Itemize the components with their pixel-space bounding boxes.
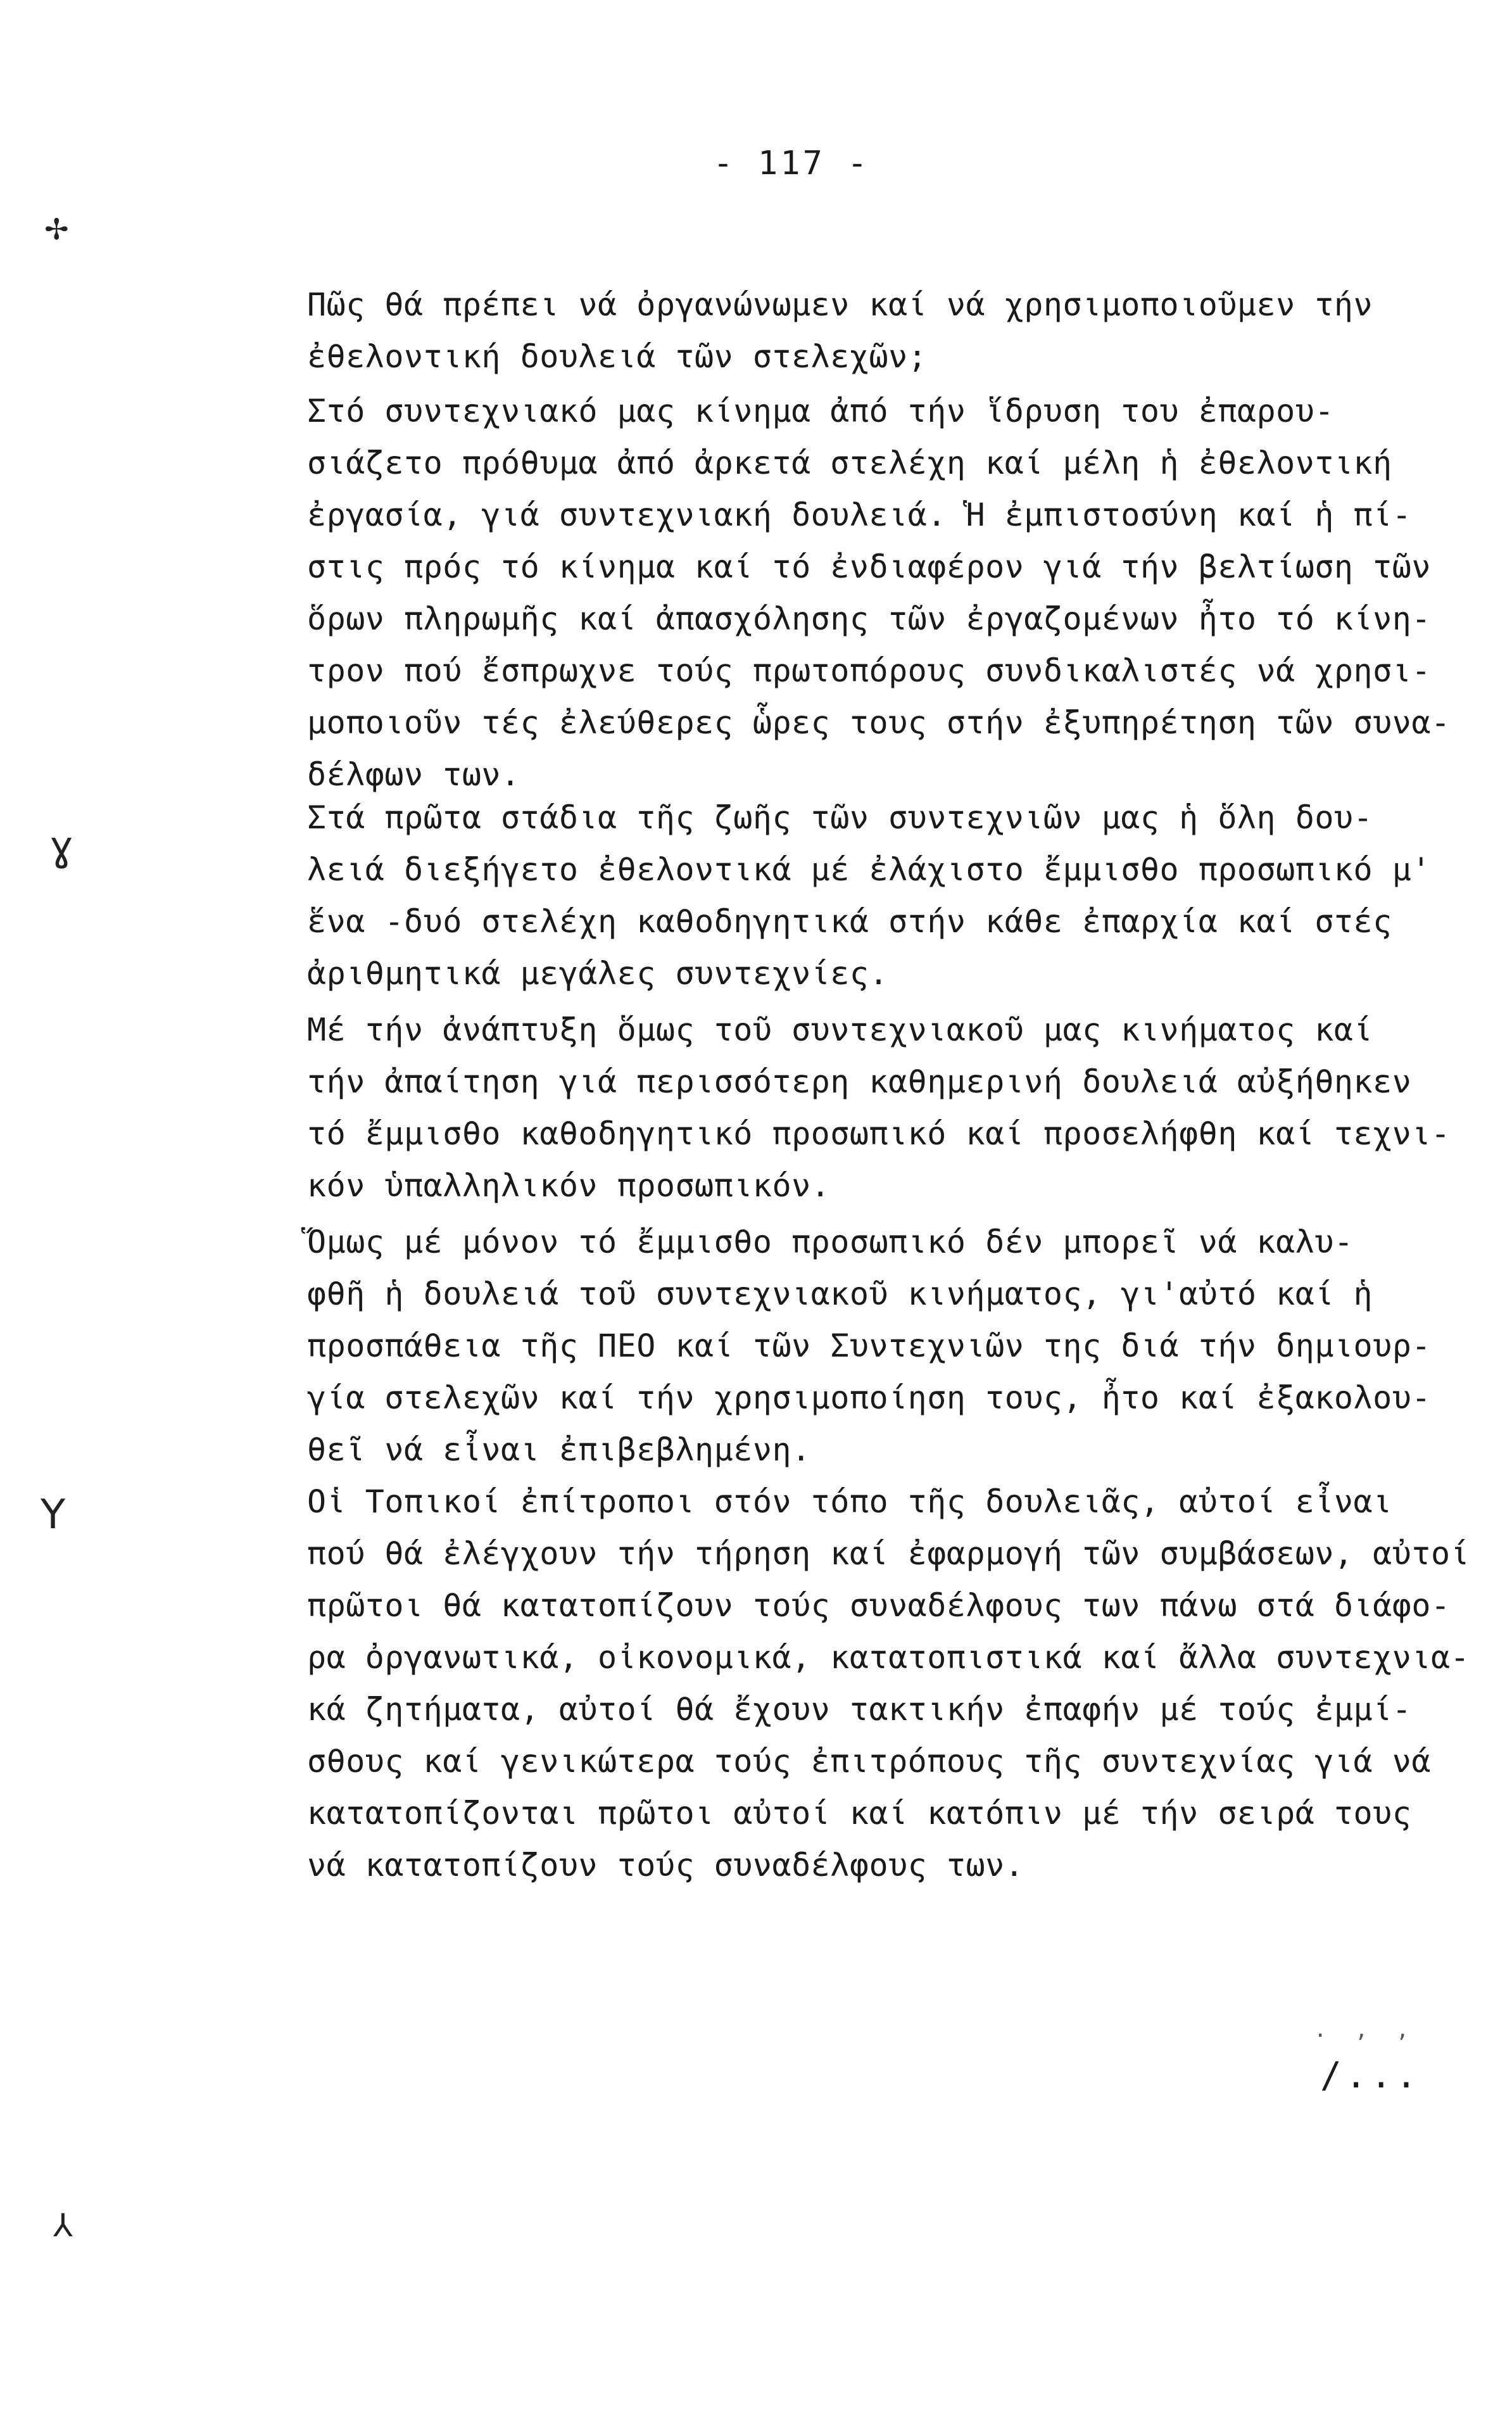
text-line: στις πρός τό κίνημα καί τό ἐνδιαφέρον γιά τήν βελτίωση τῶν xyxy=(307,548,1431,585)
text-line: Στά πρῶτα στάδια τῆς ζωῆς τῶν συντεχνιῶν μας ἡ ὅλη δου- xyxy=(307,799,1373,836)
text-line: ὅρων πληρωμῆς καί ἀπασχόλησης τῶν ἐργαζομένων ἦτο τό κίνη- xyxy=(307,600,1431,637)
text-line: Οἱ Τοπικοί ἐπίτροποι στόν τόπο τῆς δουλειᾶς, αὐτοί εἶναι xyxy=(307,1483,1392,1520)
text-line: ἐθελοντική δουλειά τῶν στελεχῶν; xyxy=(307,338,928,375)
paragraph xyxy=(307,279,1373,383)
text-line: ἀριθμητικά μεγάλες συντεχνίες. xyxy=(307,955,889,992)
text-line: σιάζετο πρόθυμα ἀπό ἀρκετά στελέχη καί μέλη ἡ ἐθελοντική xyxy=(307,445,1392,481)
text-line: τό ἔμμισθο καθοδηγητικό προσωπικό καί προσελήφθη καί τεχνι- xyxy=(307,1115,1451,1152)
text-line: γία στελεχῶν καί τήν χρησιμοποίηση τους, ἦτο καί ἐξακολου- xyxy=(307,1379,1431,1416)
text-line: ἐργασία, γιά συντεχνιακή δουλειά. Ἡ ἐμπιστοσύνη καί ἡ πί- xyxy=(307,497,1412,533)
margin-mark-icon: Y xyxy=(41,1491,66,1538)
margin-mark-icon: ⅄ xyxy=(53,2207,73,2244)
paragraph xyxy=(307,1476,1470,1891)
text-line: πού θά ἐλέγχουν τήν τήρηση καί ἐφαρμογή τῶν συμβάσεων, αὐτοί xyxy=(307,1535,1470,1572)
text-line: φθῆ ἡ δουλειά τοῦ συντεχνιακοῦ κινήματος, γι'αὐτό καί ἡ xyxy=(307,1276,1373,1312)
margin-mark-icon: ɣ xyxy=(49,823,74,870)
margin-mark-icon: ✢ xyxy=(44,212,69,246)
paragraph xyxy=(307,385,1451,801)
text-line: ρα ὀργανωτικά, οἰκονομικά, κατατοπιστικά καί ἄλλα συντεχνια- xyxy=(307,1639,1470,1676)
paragraph xyxy=(307,792,1431,999)
text-line: τήν ἀπαίτηση γιά περισσότερη καθημερινή δουλειά αὐξήθηκεν xyxy=(307,1063,1412,1100)
continuation-mark: /... xyxy=(1320,2055,1421,2096)
ink-specks: . , , xyxy=(1314,2017,1417,2042)
text-line: κόν ὑπαλληλικόν προσωπικόν. xyxy=(307,1167,831,1204)
text-line: ἕνα -δυό στελέχη καθοδηγητικά στήν κάθε ἐπαρχία καί στές xyxy=(307,903,1392,940)
text-line: λειά διεξήγετο ἐθελοντικά μέ ἐλάχιστο ἔμμισθο προσωπικό μ' xyxy=(307,851,1431,888)
text-line: μοποιοῦν τές ἐλεύθερες ὧρες τους στήν ἐξυπηρέτηση τῶν συνα- xyxy=(307,704,1451,741)
text-line: Μέ τήν ἀνάπτυξη ὅμως τοῦ συντεχνιακοῦ μας κινήματος καί xyxy=(307,1011,1373,1048)
text-line: Στό συντεχνιακό μας κίνημα ἀπό τήν ἵδρυση του ἐπαρου- xyxy=(307,393,1334,429)
text-line: προσπάθεια τῆς ΠΕΟ καί τῶν Συντεχνιῶν της διά τήν δημιουρ- xyxy=(307,1327,1431,1364)
paragraph xyxy=(307,1216,1431,1476)
text-line: θεῖ νά εἶναι ἐπιβεβλημένη. xyxy=(307,1431,811,1468)
text-line: Πῶς θά πρέπει νά ὀργανώνωμεν καί νά χρησιμοποιοῦμεν τήν xyxy=(307,286,1373,323)
text-line: πρῶτοι θά κατατοπίζουν τούς συναδέλφους των πάνω στά διάφο- xyxy=(307,1587,1451,1624)
text-line: δέλφων των. xyxy=(307,756,520,793)
text-line: τρον πού ἔσπρωχνε τούς πρωτοπόρους συνδικαλιστές νά χρησι- xyxy=(307,652,1431,689)
text-line: Ὅμως μέ μόνον τό ἔμμισθο προσωπικό δέν μπορεῖ νά καλυ- xyxy=(307,1224,1354,1260)
text-line: σθους καί γενικώτερα τούς ἐπιτρόπους τῆς συντεχνίας γιά νά xyxy=(307,1743,1431,1780)
paragraph xyxy=(307,1004,1451,1212)
text-line: κά ζητήματα, αὐτοί θά ἔχουν τακτικήν ἐπαφήν μέ τούς ἐμμί- xyxy=(307,1691,1412,1728)
text-line: νά κατατοπίζουν τούς συναδέλφους των. xyxy=(307,1847,1024,1884)
text-line: κατατοπίζονται πρῶτοι αὐτοί καί κατόπιν μέ τήν σειρά τους xyxy=(307,1795,1412,1832)
page-number: - 117 - xyxy=(713,144,870,182)
